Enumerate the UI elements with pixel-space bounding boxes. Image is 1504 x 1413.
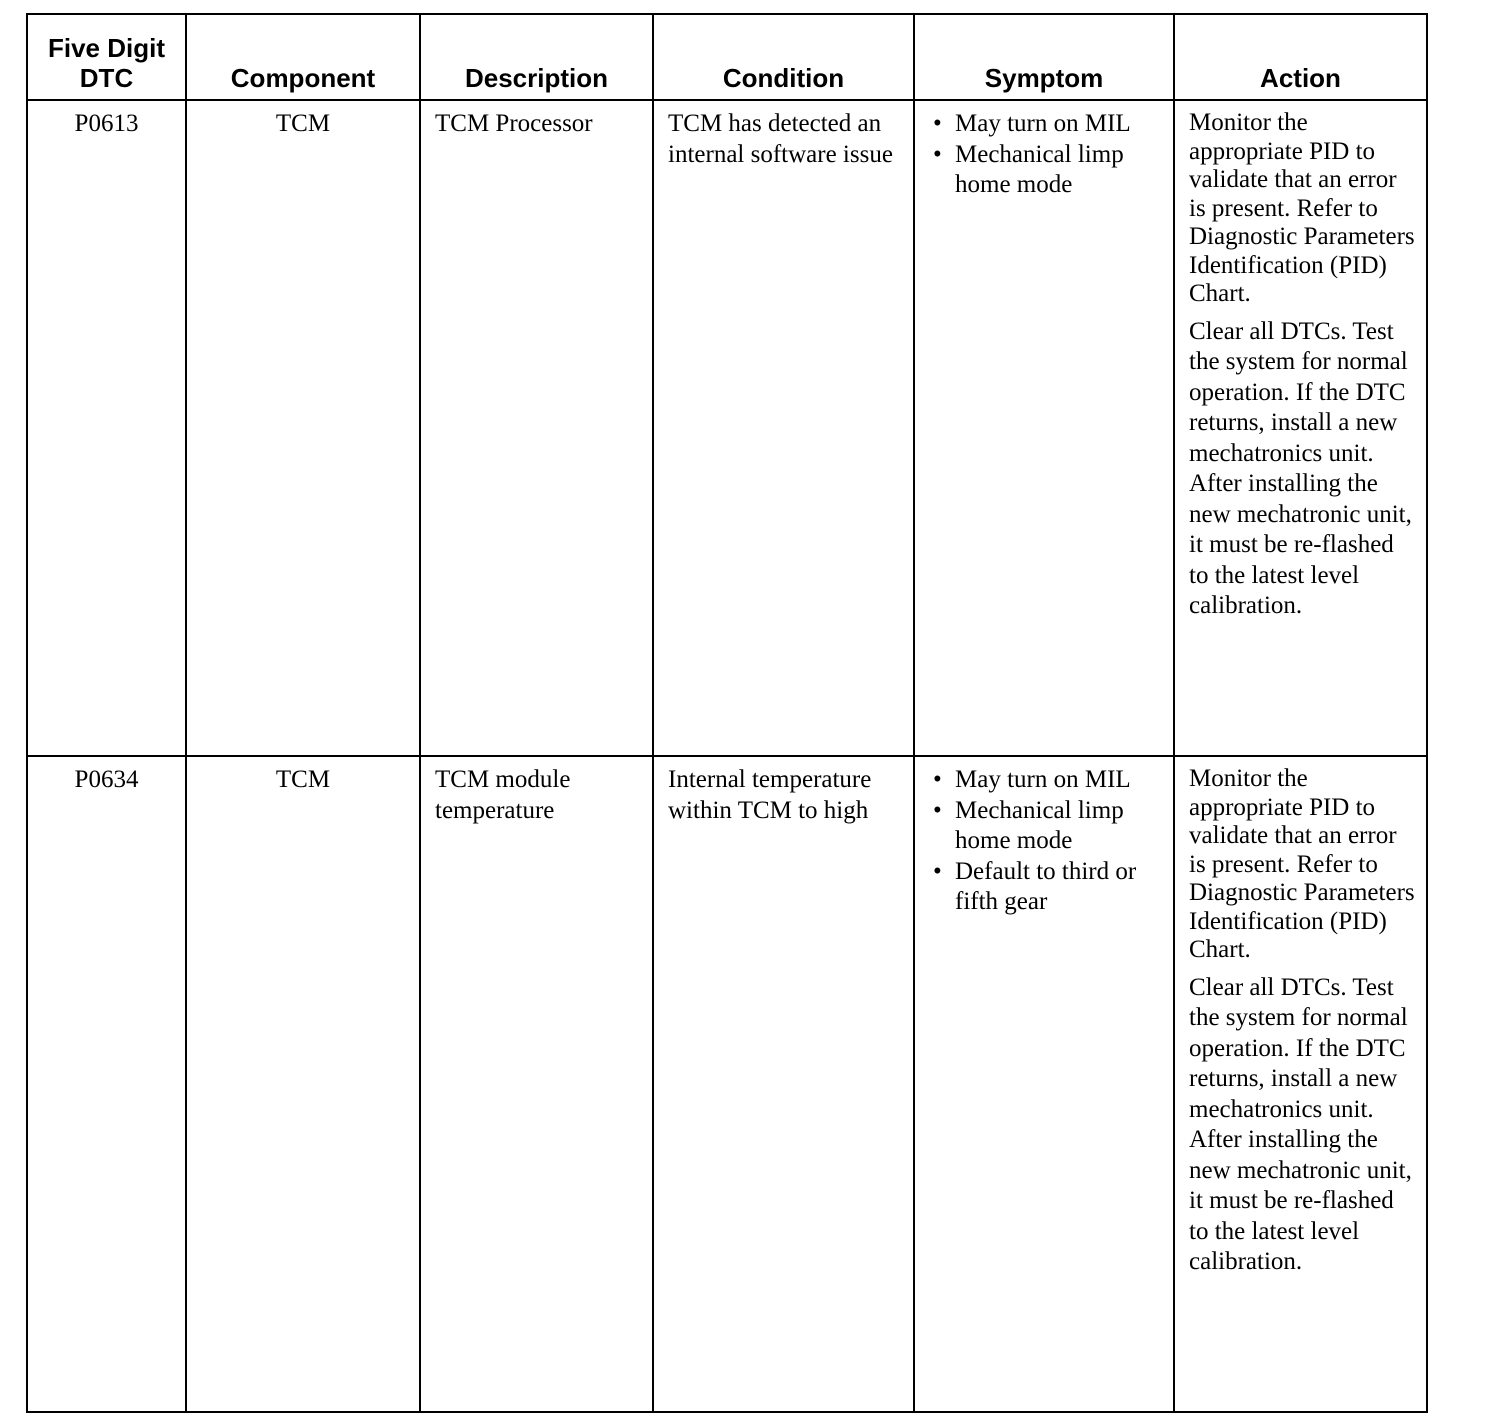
symptom-item: • May turn on MIL xyxy=(929,765,1159,796)
symptom-item: • Default to third or fifth gear xyxy=(929,857,1159,918)
header-condition: Condition xyxy=(653,14,914,100)
action-clear-text: Clear all DTCs. Test the system for normal operation. If the DTC returns, install a new mechatronics unit. After installing the new mechatronic unit, it must be re-flashed to the latest level calibration. xyxy=(1189,317,1412,619)
symptom-list xyxy=(929,765,1159,918)
symptom-cell xyxy=(914,100,1174,756)
condition-cell: TCM has detected an internal software issue xyxy=(653,100,914,756)
dtc-code: P0613 xyxy=(27,100,186,756)
header-symptom: Symptom xyxy=(914,14,1174,100)
symptom-item: • Mechanical limp home mode xyxy=(929,796,1159,857)
dtc-code: P0634 xyxy=(27,756,186,1412)
header-action: Action xyxy=(1174,14,1427,100)
header-dtc: Five Digit DTC xyxy=(27,14,186,100)
header-component: Component xyxy=(186,14,420,100)
table-row xyxy=(27,756,1427,1412)
action-monitor-text: Monitor the appropriate PID to validate that an error is present. Refer to Diagnostic Parameters Identification (PID) Chart. xyxy=(1189,109,1415,307)
condition-cell: Internal temperature within TCM to high xyxy=(653,756,914,1412)
description-cell: TCM Processor xyxy=(420,100,653,756)
action-cell xyxy=(1174,756,1427,1412)
symptom-item: • May turn on MIL xyxy=(929,109,1159,140)
action-monitor-text: Monitor the appropriate PID to validate that an error is present. Refer to Diagnostic Parameters Identification (PID) Chart. xyxy=(1189,765,1415,963)
component-cell: TCM xyxy=(186,756,420,1412)
table-row xyxy=(27,100,1427,756)
description-cell: TCM module temperature xyxy=(420,756,653,1412)
dtc-table xyxy=(26,13,1428,1413)
header-description: Description xyxy=(420,14,653,100)
symptom-item: • Mechanical limp home mode xyxy=(929,140,1159,201)
action-clear-text: Clear all DTCs. Test the system for normal operation. If the DTC returns, install a new mechatronics unit. After installing the new mechatronic unit, it must be re-flashed to the latest level calibration. xyxy=(1189,973,1412,1275)
action-cell xyxy=(1174,100,1427,756)
header-row xyxy=(27,14,1427,100)
symptom-cell xyxy=(914,756,1174,1412)
component-cell: TCM xyxy=(186,100,420,756)
symptom-list xyxy=(929,109,1159,201)
